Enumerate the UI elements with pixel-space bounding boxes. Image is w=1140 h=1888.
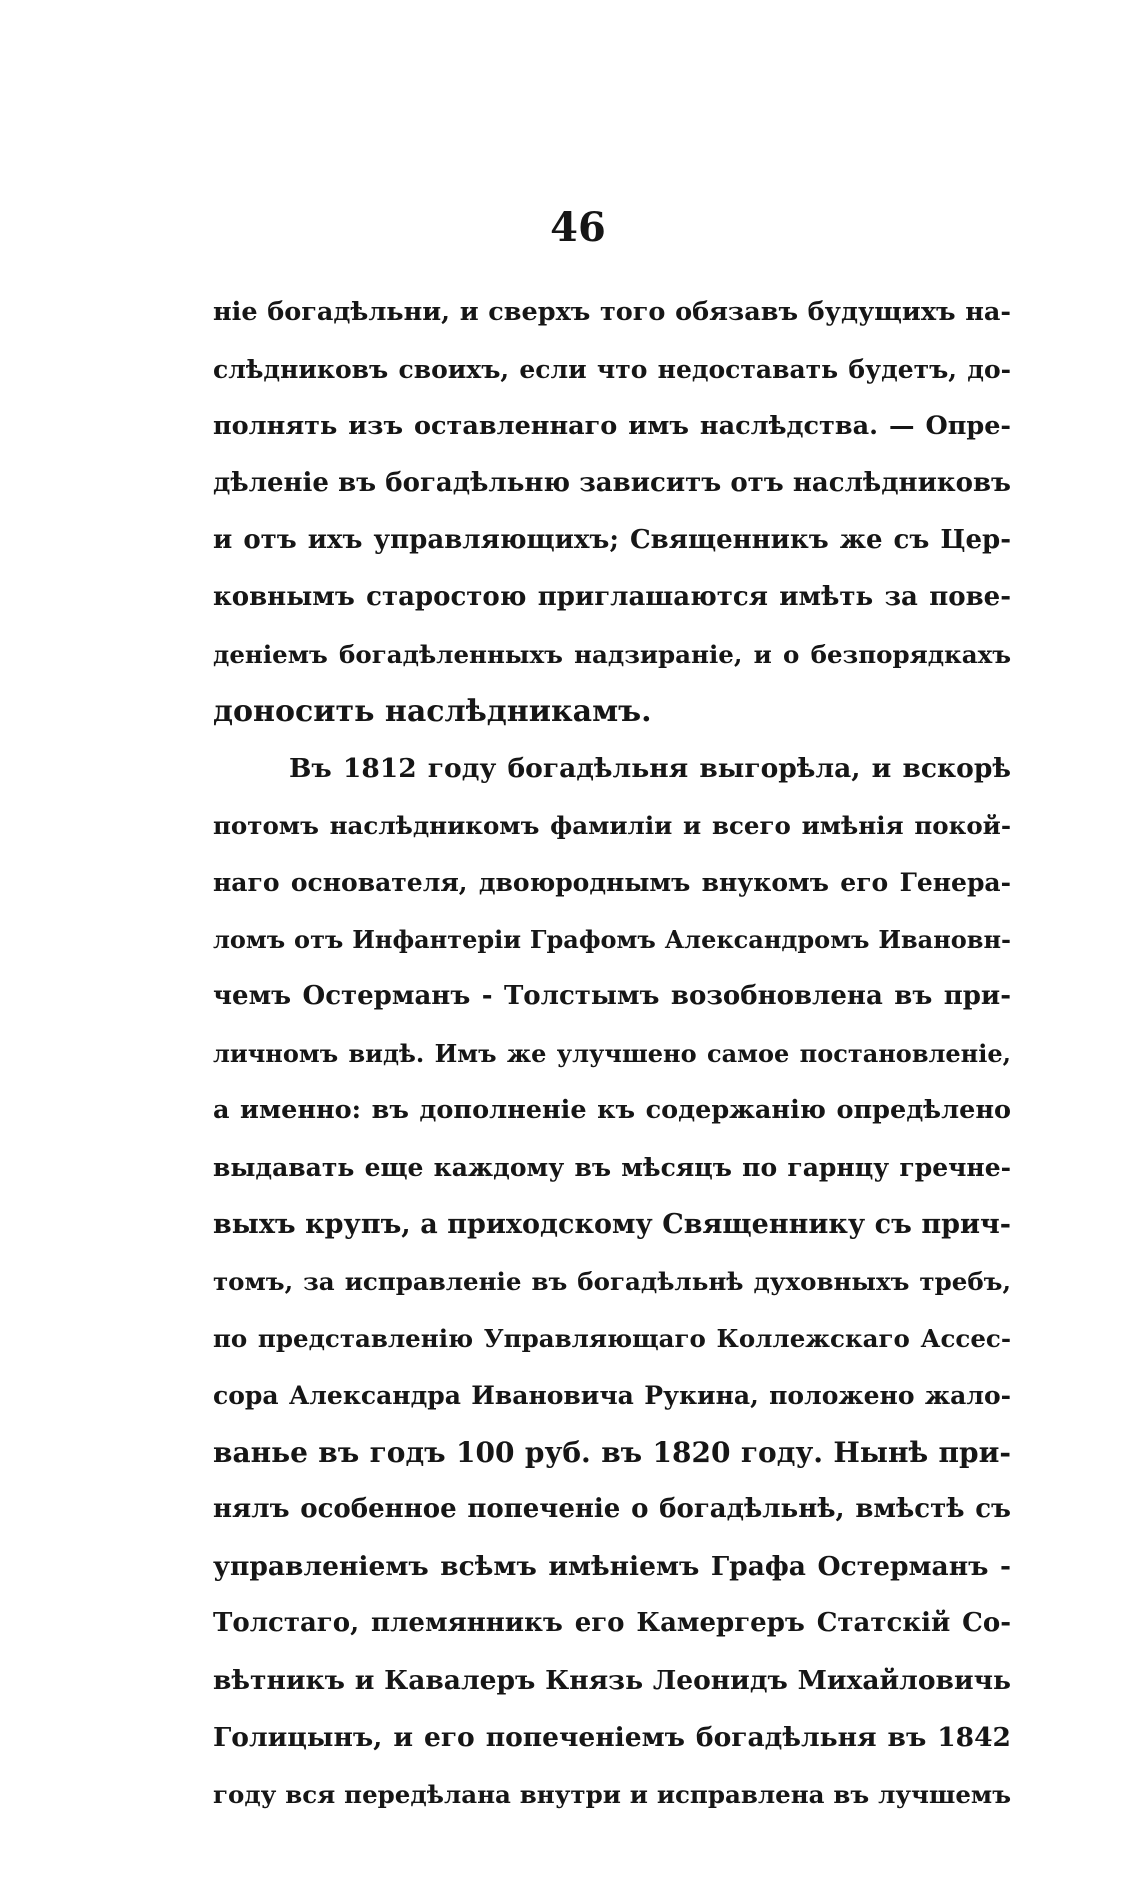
paragraph-2 [213, 740, 1011, 1823]
text-line: ванье въ годъ 100 руб. въ 1820 году. Нынѣ при- [213, 1436, 1011, 1469]
page-number: 46 [550, 204, 606, 251]
text-line: ніе богадѣльни, и сверхъ того обязавъ будущихъ на- [213, 297, 1011, 327]
paragraph-1 [213, 284, 1011, 740]
text-line: выхъ крупъ, а приходскому Священнику съ прич- [213, 1209, 1011, 1240]
text-line: по представленію Управляющаго Коллежскаго Ассес- [213, 1324, 1011, 1353]
text-line: деніемъ богадѣленныхъ надзираніе, и о безпорядкахъ [213, 640, 1011, 669]
text-line: вѣтникъ и Кавалеръ Князь Леонидъ Михайловичь [213, 1665, 1011, 1696]
text-line: ломъ отъ Инфантеріи Графомъ Александромъ Ивановн- [213, 925, 1011, 954]
text-line: томъ, за исправленіе въ богадѣльнѣ духовныхъ требъ, [213, 1267, 1011, 1296]
text-line: Толстаго, племянникъ его Камергеръ Статскій Со- [213, 1608, 1011, 1638]
text-line: потомъ наслѣдникомъ фамиліи и всего имѣнія покой- [213, 811, 1011, 840]
text-line: году вся передѣлана внутри и исправлена въ лучшемъ [213, 1780, 1011, 1809]
text-line: а именно: въ дополненіе къ содержанію опредѣлено [213, 1095, 1011, 1125]
text-line: наго основателя, двоюроднымъ внукомъ его Генера- [213, 868, 1011, 897]
text-line: чемъ Остерманъ - Толстымъ возобновлена въ при- [213, 981, 1011, 1011]
text-line: и отъ ихъ управляющихъ; Священникъ же съ Цер- [213, 525, 1011, 555]
text-line: дѣленіе въ богадѣльню зависитъ отъ наслѣдниковъ [213, 468, 1011, 498]
text-line: личномъ видѣ. Имъ же улучшено самое постановленіе, [213, 1039, 1011, 1068]
text-line: Въ 1812 году богадѣльня выгорѣла, и вскорѣ [289, 753, 1011, 784]
text-line: слѣдниковъ своихъ, если что недоставать будетъ, до- [213, 355, 1011, 384]
text-line: нялъ особенное попеченіе о богадѣльнѣ, вмѣстѣ съ [213, 1494, 1011, 1524]
text-line: управленіемъ всѣмъ имѣніемъ Графа Остерманъ - [213, 1551, 1011, 1582]
text-line: ковнымъ старостою приглашаются имѣть за пове- [213, 582, 1011, 612]
text-line: Голицынъ, и его попеченіемъ богадѣльня въ 1842 [213, 1722, 1011, 1753]
text-line: доносить наслѣдникамъ. [213, 694, 652, 729]
text-line: полнять изъ оставленнаго имъ наслѣдства. — Опре- [213, 411, 1011, 441]
text-line: выдавать еще каждому въ мѣсяцъ по гарнцу гречне- [213, 1153, 1011, 1182]
body-text [213, 284, 1011, 1823]
text-line: сора Александра Ивановича Рукина, положено жало- [213, 1381, 1011, 1410]
